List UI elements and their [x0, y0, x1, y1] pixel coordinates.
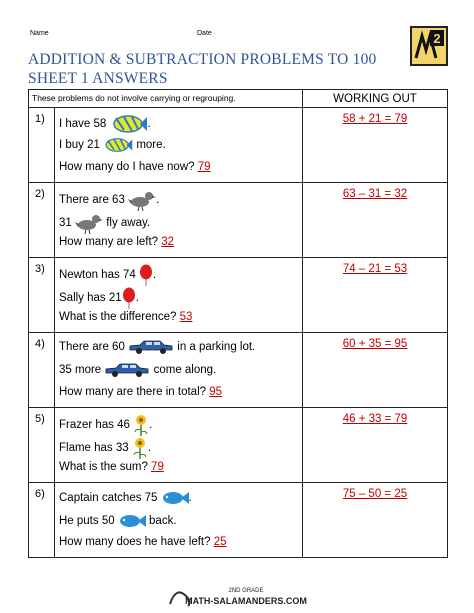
problem-row: 1) I have 58 . I buy 21 more. How many do I have now? 79 58 + 21 = 79 [29, 108, 448, 183]
instructions: These problems do not involve carrying or regrouping. [29, 90, 303, 108]
problem-number: 2) [29, 183, 55, 258]
problem-row: 5) Frazer has 46 . Flame has 33 . What is the sum? 79 46 + 33 = 79 [29, 408, 448, 483]
footer-grade: 2ND GRADE [228, 588, 264, 594]
problem-text: 31 [59, 217, 72, 230]
problem-text: Sally has 21 [59, 292, 122, 305]
working-out-header: WORKING OUT [303, 90, 448, 108]
answer: 25 [213, 536, 227, 548]
grade-badge: 2 [433, 31, 441, 46]
question-text: What is the sum? [59, 461, 148, 473]
problem-row: 6) Captain catches 75 . He puts 50 back. How many does he have left? 25 75 – 50 = 25 [29, 483, 448, 558]
problem-text: 35 more [59, 364, 102, 377]
date-label: Date [197, 30, 212, 37]
question-text: How many does he have left? [59, 536, 211, 548]
balloon-icon [139, 264, 153, 286]
problem-row: 2) There are 63 . 31 fly away. How many are left? 32 63 – 31 = 32 [29, 183, 448, 258]
blue-fish-icon [161, 489, 189, 507]
worksheet-title: ADDITION & SUBTRACTION PROBLEMS TO 100 [28, 51, 377, 68]
problem-row: 3) Newton has 74 . Sally has 21 . What is the difference? 53 74 – 21 = 53 [29, 258, 448, 333]
tropical-fish-icon [110, 114, 148, 134]
equation: 58 + 21 = 79 [303, 108, 448, 183]
answer: 53 [179, 311, 193, 323]
problem-text: Newton has 74 [59, 269, 136, 282]
bird-icon [75, 212, 103, 234]
problem-text: There are 63 [59, 194, 125, 207]
equation: 63 – 31 = 32 [303, 183, 448, 258]
equation: 74 – 21 = 53 [303, 258, 448, 333]
problem-number: 6) [29, 483, 55, 558]
footer-site: MATH-SALAMANDERS.COM [185, 596, 307, 606]
answer: 79 [151, 461, 164, 473]
problem-text: I have 58 [59, 118, 107, 131]
problem-text: Flame has 33 [59, 442, 129, 455]
answer: 32 [161, 236, 175, 248]
salamander-logo [410, 26, 448, 66]
problem-number: 5) [29, 408, 55, 483]
car-icon [104, 362, 150, 378]
answer: 79 [197, 161, 211, 173]
name-label: Name [30, 30, 49, 37]
equation: 75 – 50 = 25 [303, 483, 448, 558]
footer-logo [168, 584, 308, 608]
balloon-icon [122, 287, 136, 309]
problem-text: There are 60 [59, 341, 125, 354]
question-text: What is the difference? [59, 311, 177, 323]
equation: 46 + 33 = 79 [303, 408, 448, 483]
question-text: How many are left? [59, 236, 159, 248]
flower-icon [132, 437, 148, 459]
tropical-fish-icon [103, 137, 133, 153]
problems-table [28, 89, 448, 558]
equation: 60 + 35 = 95 [303, 333, 448, 408]
answer: 95 [209, 386, 223, 398]
problem-row: 4) There are 60 in a parking lot. 35 more come along. How many are there in total? 95 60 + 35 = 95 [29, 333, 448, 408]
problem-text: He puts 50 [59, 515, 115, 528]
question-text: How many do I have now? [59, 161, 195, 173]
flower-icon [133, 414, 149, 436]
problem-text: I buy 21 [59, 139, 100, 152]
bird-icon [128, 189, 156, 211]
car-icon [128, 339, 174, 355]
blue-fish-icon [118, 512, 146, 530]
problem-number: 3) [29, 258, 55, 333]
problem-number: 4) [29, 333, 55, 408]
problem-number: 1) [29, 108, 55, 183]
problem-text: Frazer has 46 [59, 419, 130, 432]
question-text: How many are there in total? [59, 386, 207, 398]
problem-text: Captain catches 75 [59, 492, 158, 505]
worksheet-subtitle: SHEET 1 ANSWERS [28, 70, 168, 87]
